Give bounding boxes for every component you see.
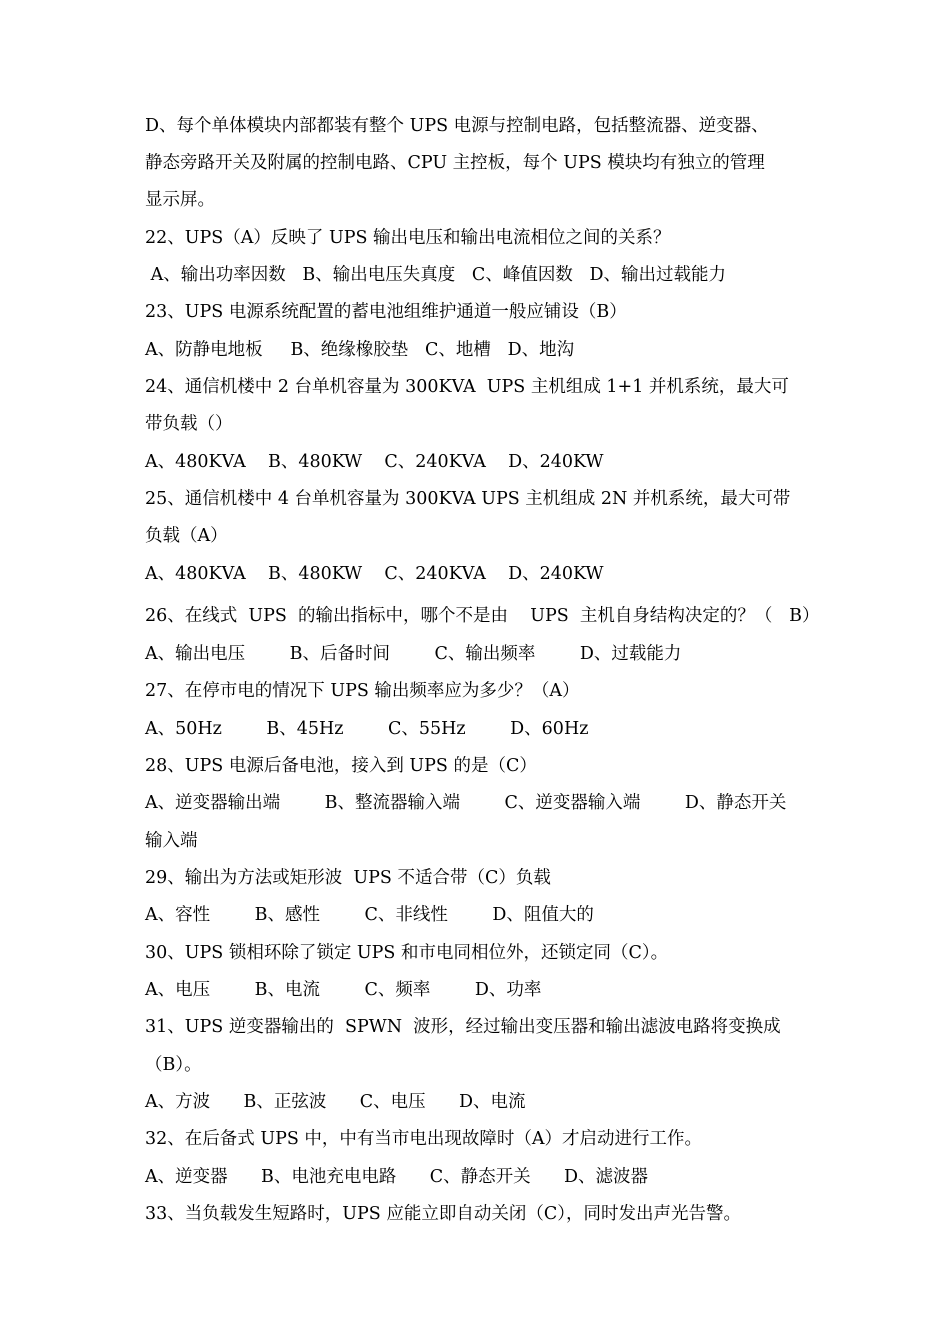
question-30: 30、UPS 锁相环除了锁定 UPS 和市电同相位外，还锁定同（C）。	[145, 943, 669, 963]
options-30: A、电压 B、电流 C、频率 D、功率	[145, 980, 542, 1000]
question-27: 27、在停市电的情况下 UPS 输出频率应为多少？（A）	[145, 681, 580, 701]
question-25: 25、通信机楼中 4 台单机容量为 300KVA UPS 主机组成 2N 并机系统，最大可带	[145, 489, 791, 509]
question-22: 22、UPS（A）反映了 UPS 输出电压和输出电流相位之间的关系？	[145, 228, 671, 248]
text-line: 显示屏。	[145, 190, 215, 210]
text-line: D、每个单体模块内部都装有整个 UPS 电源与控制电路，包括整流器、逆变器、	[145, 116, 769, 136]
options-31: A、方波 B、正弦波 C、电压 D、电流	[145, 1092, 526, 1112]
question-29: 29、输出为方法或矩形波 UPS 不适合带（C）负载	[145, 868, 551, 888]
options-22: A、输出功率因数 B、输出电压失真度 C、峰值因数 D、输出过载能力	[145, 265, 727, 285]
question-26: 26、在线式 UPS 的输出指标中，哪个不是由 UPS 主机自身结构决定的？（ B）	[145, 606, 820, 626]
question-25-cont: 负载（A）	[145, 526, 228, 546]
options-28: A、逆变器输出端 B、整流器输入端 C、逆变器输入端 D、静态开关	[145, 793, 787, 813]
options-28-cont: 输入端	[145, 831, 198, 851]
options-26: A、输出电压 B、后备时间 C、输出频率 D、过载能力	[145, 644, 682, 664]
question-31: 31、UPS 逆变器输出的 SPWN 波形，经过输出变压器和输出滤波电路将变换成	[145, 1017, 781, 1037]
options-32: A、逆变器 B、电池充电电路 C、静态开关 D、滤波器	[145, 1167, 649, 1187]
question-31-cont: （B）。	[145, 1055, 202, 1075]
question-24-cont: 带负载（）	[145, 414, 233, 434]
question-23: 23、UPS 电源系统配置的蓄电池组维护通道一般应铺设（B）	[145, 302, 627, 322]
options-29: A、容性 B、感性 C、非线性 D、阻值大的	[145, 905, 594, 925]
question-28: 28、UPS 电源后备电池，接入到 UPS 的是（C）	[145, 756, 537, 776]
text-line: 静态旁路开关及附属的控制电路、CPU 主控板，每个 UPS 模块均有独立的管理	[145, 153, 765, 173]
options-27: A、50Hz B、45Hz C、55Hz D、60Hz	[145, 719, 589, 739]
question-24: 24、通信机楼中 2 台单机容量为 300KVA UPS 主机组成 1+1 并机系统，最大可	[145, 377, 789, 397]
question-33: 33、当负载发生短路时，UPS 应能立即自动关闭（C），同时发出声光告警。	[145, 1204, 741, 1224]
options-25: A、480KVA B、480KW C、240KVA D、240KW	[145, 564, 604, 584]
options-23: A、防静电地板 B、绝缘橡胶垫 C、地槽 D、地沟	[145, 340, 575, 360]
options-24: A、480KVA B、480KW C、240KVA D、240KW	[145, 452, 604, 472]
question-32: 32、在后备式 UPS 中，中有当市电出现故障时（A）才启动进行工作。	[145, 1129, 703, 1149]
